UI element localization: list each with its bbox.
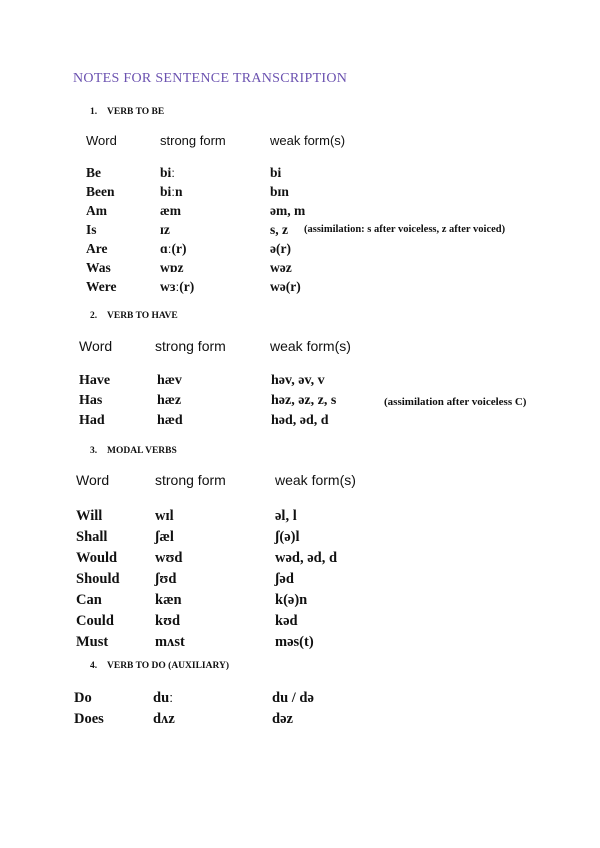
word-cell: Would	[76, 550, 118, 566]
section-heading	[90, 446, 177, 456]
strong-form-cell: hæz	[157, 393, 182, 408]
weak-form-cell: wəd, əd, d	[275, 550, 338, 566]
word-cell: Be	[86, 165, 101, 180]
strong-form-cell: wɒz	[160, 260, 184, 275]
section-number: 4.	[90, 661, 98, 671]
column-header-strong: strong form	[155, 338, 226, 354]
weak-form-cell: həd, əd, d	[271, 413, 329, 428]
section-title: VERB TO HAVE	[107, 311, 178, 321]
weak-form-cell: əm, m	[270, 203, 306, 218]
assimilation-note: (assimilation: s after voiceless, z after voiced)	[304, 224, 506, 235]
strong-form-cell: biːn	[160, 184, 183, 199]
word-cell: Should	[76, 571, 120, 587]
word-cell: Will	[76, 508, 103, 524]
strong-form-cell: ʃʊd	[155, 571, 177, 587]
section-title: MODAL VERBS	[107, 446, 177, 456]
section-title: VERB TO BE	[107, 107, 165, 117]
weak-form-cell: wə(r)	[270, 279, 301, 294]
weak-form-cell: həz, əz, z, s	[271, 393, 337, 408]
strong-form-cell: mʌst	[155, 634, 185, 650]
strong-form-cell: æm	[160, 203, 181, 218]
word-cell: Is	[86, 222, 97, 237]
weak-form-cell: məs(t)	[275, 634, 314, 650]
column-header-word: Word	[86, 133, 117, 148]
weak-form-cell: ʃ(ə)l	[275, 529, 300, 545]
section-heading	[90, 107, 164, 117]
page-title: NOTES FOR SENTENCE TRANSCRIPTION	[73, 71, 348, 86]
weak-form-cell: əl, l	[275, 508, 297, 524]
strong-form-cell: ɑː(r)	[160, 241, 187, 256]
strong-form-cell: wʊd	[155, 550, 183, 566]
strong-form-cell: ɪz	[160, 222, 170, 237]
strong-form-cell: kʊd	[155, 613, 181, 629]
column-header-strong: strong form	[160, 133, 226, 148]
word-cell: Must	[76, 634, 109, 650]
weak-form-cell: həv, əv, v	[271, 373, 325, 388]
word-cell: Are	[86, 241, 108, 256]
section-heading	[90, 661, 229, 671]
weak-form-cell: ə(r)	[270, 241, 291, 256]
section-heading	[90, 311, 178, 321]
section-number: 1.	[90, 107, 98, 117]
weak-form-cell: k(ə)n	[275, 592, 308, 608]
column-header-weak: weak form(s)	[270, 133, 346, 148]
strong-form-cell: wɪl	[155, 508, 174, 524]
weak-form-cell: bɪn	[270, 184, 289, 199]
column-header-word: Word	[79, 338, 113, 354]
column-header-weak: weak form(s)	[270, 338, 351, 354]
word-cell: Can	[76, 592, 102, 608]
weak-form-cell: wəz	[270, 260, 292, 275]
weak-form-cell: du / də	[272, 690, 314, 706]
strong-form-cell: hæd	[157, 413, 183, 428]
section-title: VERB TO DO (AUXILIARY)	[107, 661, 230, 671]
word-cell: Was	[86, 260, 111, 275]
word-cell: Have	[79, 373, 111, 388]
word-cell: Could	[76, 613, 114, 629]
word-cell: Has	[79, 393, 103, 408]
word-cell: Had	[79, 413, 105, 428]
column-header-strong: strong form	[155, 472, 226, 488]
weak-form-cell: dəz	[272, 711, 293, 727]
strong-form-cell: kæn	[155, 592, 182, 608]
word-cell: Been	[86, 184, 115, 199]
strong-form-cell: duː	[153, 690, 174, 706]
strong-form-cell: hæv	[157, 373, 182, 388]
strong-form-cell: ʃæl	[155, 529, 174, 545]
assimilation-note: (assimilation after voiceless C)	[384, 396, 527, 408]
weak-form-cell: ʃəd	[275, 571, 294, 587]
weak-form-cell: bi	[270, 165, 282, 180]
strong-form-cell: wɜː(r)	[160, 279, 195, 294]
column-header-word: Word	[76, 472, 110, 488]
column-header-weak: weak form(s)	[275, 472, 356, 488]
word-cell: Am	[86, 203, 107, 218]
section-number: 2.	[90, 311, 98, 321]
weak-form-cell: s, z	[270, 222, 288, 237]
word-cell: Were	[86, 279, 117, 294]
strong-form-cell: biː	[160, 165, 176, 180]
word-cell: Does	[74, 711, 104, 727]
word-cell: Do	[74, 690, 92, 706]
strong-form-cell: dʌz	[153, 711, 175, 727]
word-cell: Shall	[76, 529, 108, 545]
weak-form-cell: kəd	[275, 613, 298, 629]
section-number: 3.	[90, 446, 98, 456]
